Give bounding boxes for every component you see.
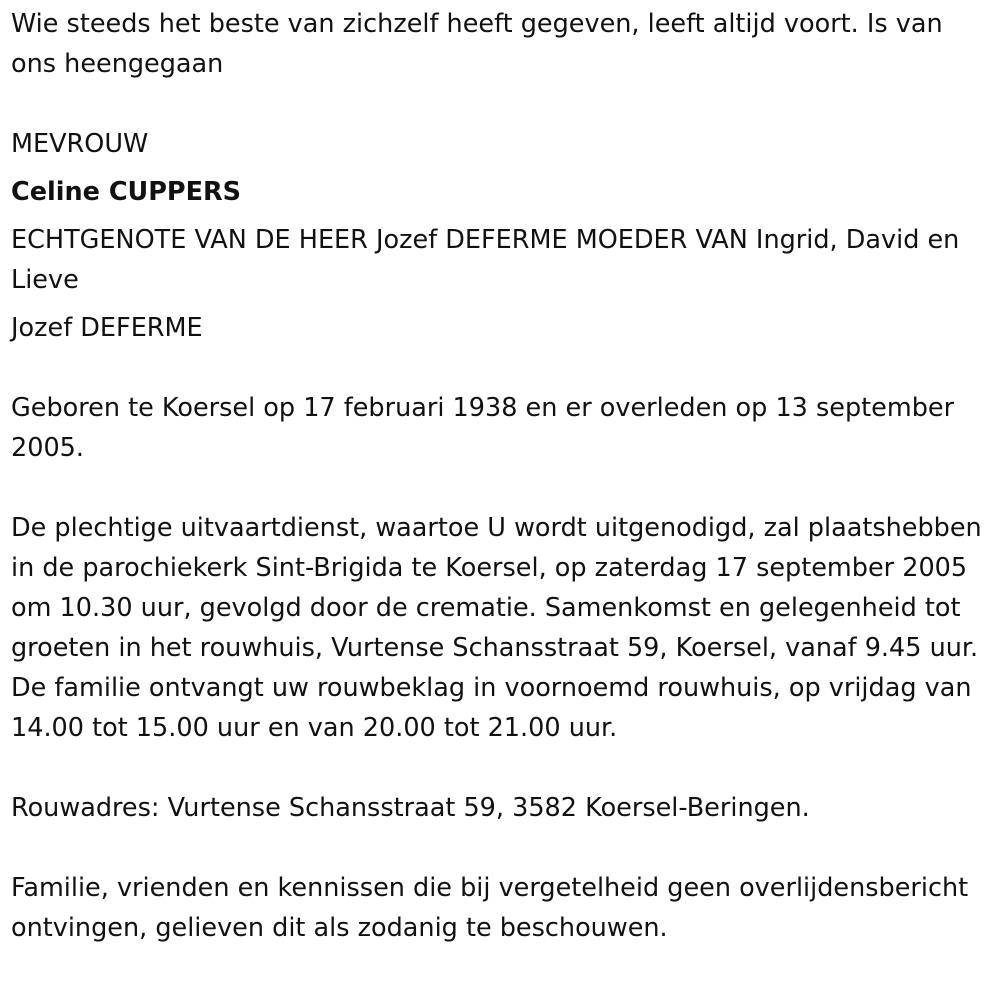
birth-death-text: Geboren te Koersel op 17 februari 1938 en er overleden op 13 september 2005. xyxy=(11,393,955,463)
spacer xyxy=(11,300,991,308)
spacer xyxy=(11,468,991,508)
spacer xyxy=(11,84,991,124)
spouse-name: Jozef DEFERME xyxy=(11,313,203,343)
spacer xyxy=(11,748,991,788)
obituary-notice xyxy=(11,4,991,948)
honorific-title: MEVROUW xyxy=(11,129,149,159)
spacer xyxy=(11,164,991,172)
intro-text: Wie steeds het beste van zichzelf heeft gegeven, leeft altijd voort. Is van ons heengegaan xyxy=(11,9,943,79)
spacer xyxy=(11,828,991,868)
relation-text: ECHTGENOTE VAN DE HEER Jozef DEFERME MOEDER VAN Ingrid, David en Lieve xyxy=(11,225,960,295)
deceased-name: Celine CUPPERS xyxy=(11,177,242,207)
spacer xyxy=(11,348,991,388)
closing-text: Familie, vrienden en kennissen die bij vergetelheid geen overlijdensbericht ontvingen, gelieven dit als zodanig te beschouwen. xyxy=(11,873,969,943)
funeral-details: De plechtige uitvaartdienst, waartoe U wordt uitgenodigd, zal plaatshebben in de parochiekerk Sint-Brigida te Koersel, op zaterdag 17 september 2005 om 10.30 uur, gevolgd door de crematie. Samenkomst en gelegenheid tot groeten in het rouwhuis, Vurtense Schansstraat 59, Koersel, vanaf 9.45 uur. De familie ontvangt uw rouwbeklag in voornoemd rouwhuis, op vrijdag van 14.00 tot 15.00 uur en van 20.00 tot 21.00 uur. xyxy=(11,513,982,743)
mourning-address: Rouwadres: Vurtense Schansstraat 59, 3582 Koersel-Beringen. xyxy=(11,793,810,823)
spacer xyxy=(11,212,991,220)
